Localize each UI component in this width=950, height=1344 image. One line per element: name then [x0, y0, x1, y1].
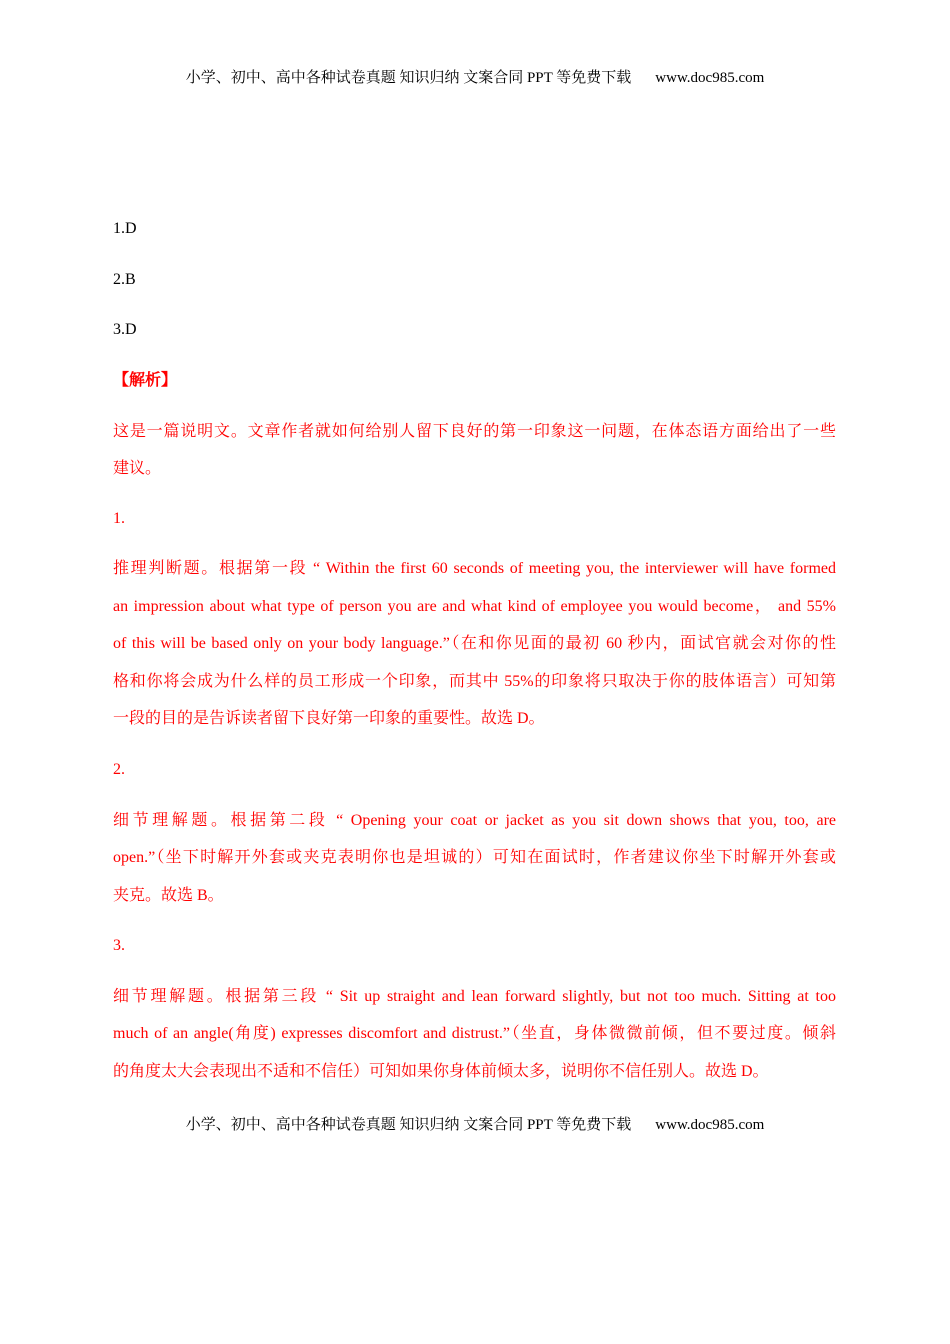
footer-text: 小学、初中、高中各种试卷真题 知识归纳 文案合同 PPT 等免费下载 — [185, 1117, 632, 1133]
q2-line: 夹克。故选 B。 — [113, 887, 224, 904]
analysis-heading: 【解析】 — [113, 372, 178, 389]
question-2-number: 2. — [113, 761, 125, 778]
header-text: 小学、初中、高中各种试卷真题 知识归纳 文案合同 PPT 等免费下载 — [185, 70, 632, 86]
answer-2: 2.B — [113, 271, 136, 288]
q1-line: an impression about what type of person you are and what kind of employee you would become， and 55% — [113, 598, 836, 615]
q1-line: 一段的目的是告诉读者留下良好第一印象的重要性。故选 D。 — [113, 710, 545, 727]
q3-line: much of an angle(角度) expresses discomfort and distrust.”（坐直，身体微微前倾，但不要过度。倾斜 — [113, 1025, 836, 1042]
answer-1: 1.D — [113, 220, 137, 237]
question-3-number: 3. — [113, 937, 125, 954]
q2-line: open.”（坐下时解开外套或夹克表明你也是坦诚的）可知在面试时，作者建议你坐下时解开外套或 — [113, 849, 836, 866]
q3-line: 细节理解题。根据第三段 “ Sit up straight and lean forward slightly, but not too much. Sitting at too — [113, 988, 836, 1005]
intro-line: 这是一篇说明文。文章作者就如何给别人留下良好的第一印象这一问题，在体态语方面给出了一些 — [113, 423, 836, 440]
footer-site-link[interactable]: www.doc985.com — [655, 1117, 765, 1133]
question-1-number: 1. — [113, 510, 125, 527]
q1-line: 格和你将会成为什么样的员工形成一个印象，而其中 55%的印象将只取决于你的肢体语言）可知第 — [113, 673, 836, 690]
q1-line: 推理判断题。根据第一段 “ Within the first 60 seconds of meeting you, the interviewer will have formed — [113, 560, 836, 577]
page-header — [0, 68, 950, 88]
q3-line: 的角度太大会表现出不适和不信任）可知如果你身体前倾太多，说明你不信任别人。故选 D。 — [113, 1063, 769, 1080]
intro-line: 建议。 — [113, 460, 162, 477]
q2-line: 细节理解题。根据第二段 “ Opening your coat or jacket as you sit down shows that you, too, are — [113, 812, 836, 829]
page-footer — [0, 1115, 950, 1135]
answer-3: 3.D — [113, 321, 137, 338]
q1-line: of this will be based only on your body language.”（在和你见面的最初 60 秒内，面试官就会对你的性 — [113, 635, 836, 652]
header-site-link[interactable]: www.doc985.com — [655, 70, 765, 86]
